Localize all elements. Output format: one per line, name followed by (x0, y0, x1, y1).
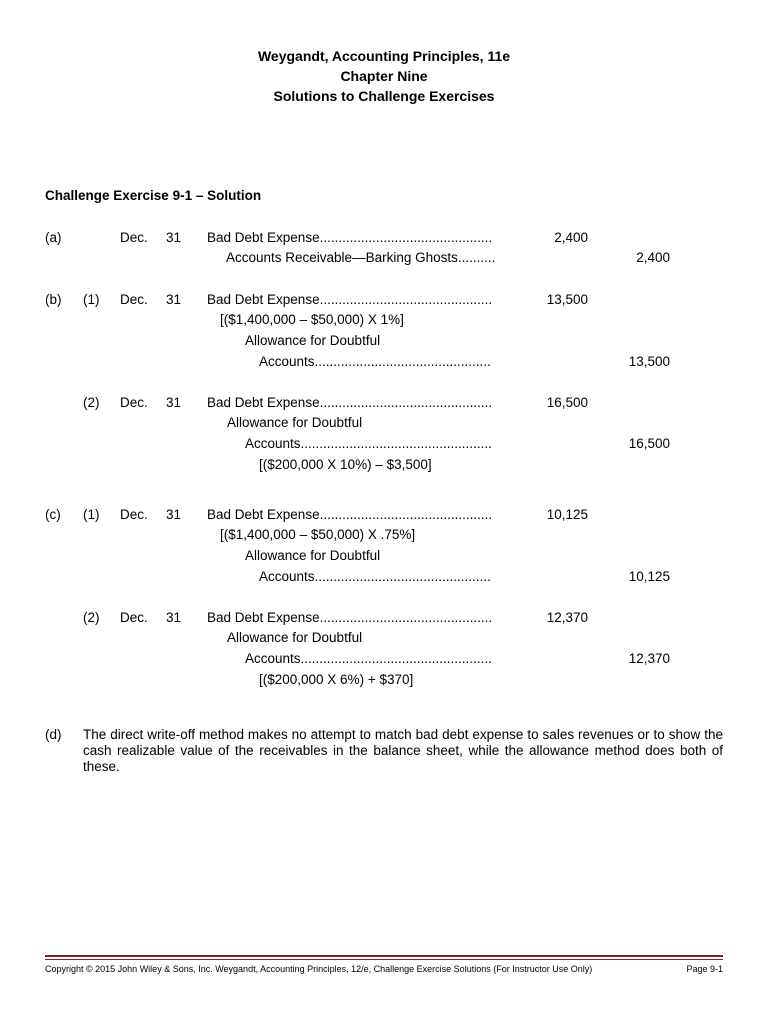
section-title: Challenge Exercise 9-1 – Solution (45, 188, 262, 203)
entry-month: Dec. (120, 395, 148, 410)
credit-amount: 12,370 (628, 651, 670, 666)
page-footer (45, 963, 723, 975)
part-label-b: (b) (45, 292, 62, 307)
credit-account-cont: Accounts............................................... (259, 569, 491, 584)
calculation: [($1,400,000 – $50,000) X .75%] (220, 527, 416, 542)
sub-label: (2) (83, 610, 100, 625)
part-label-c: (c) (45, 507, 61, 522)
credit-amount: 16,500 (628, 436, 670, 451)
debit-amount: 10,125 (546, 507, 588, 522)
sub-label: (2) (83, 395, 100, 410)
debit-account: Bad Debt Expense.............................................. (207, 610, 493, 625)
debit-account: Bad Debt Expense.............................................. (207, 507, 493, 522)
entry-day: 31 (166, 395, 182, 410)
entry-month: Dec. (120, 292, 148, 307)
entry-day: 31 (166, 610, 182, 625)
debit-account: Bad Debt Expense.............................................. (207, 230, 493, 245)
credit-amount: 2,400 (636, 250, 670, 265)
page-number: Page 9-1 (686, 964, 723, 974)
entry-day: 31 (166, 507, 182, 522)
book-title: Weygandt, Accounting Principles, 11e (257, 48, 511, 64)
credit-account: Allowance for Doubtful (227, 415, 363, 430)
entry-month: Dec. (120, 230, 148, 245)
part-label-d: (d) (45, 727, 62, 742)
chapter-title: Chapter Nine (340, 68, 428, 84)
debit-amount: 16,500 (546, 395, 588, 410)
calculation: [($200,000 X 6%) + $370] (259, 672, 414, 687)
credit-account: Allowance for Doubtful (245, 333, 381, 348)
copyright-notice: Copyright © 2015 John Wiley & Sons, Inc. Weygandt, Accounting Principles, 12/e, Challenge Exercise Solutions (For Instructor Use Only) (45, 964, 593, 974)
credit-account-cont: Accounts................................................... (245, 651, 492, 666)
credit-amount: 13,500 (628, 354, 670, 369)
credit-account: Accounts Receivable—Barking Ghosts.......... (226, 250, 496, 265)
sub-label: (1) (83, 292, 100, 307)
part-d-paragraph: The direct write-off method makes no attempt to match bad debt expense to sales revenues or to show the cash realizable value of the receivables in the balance sheet, while the allowance method does both of these. (83, 727, 723, 774)
part-label-a: (a) (45, 230, 62, 245)
sub-label: (1) (83, 507, 100, 522)
credit-account-cont: Accounts................................................... (245, 436, 492, 451)
debit-amount: 2,400 (554, 230, 588, 245)
footer-rule-thin (45, 959, 723, 960)
solutions-title: Solutions to Challenge Exercises (273, 88, 495, 104)
credit-account: Allowance for Doubtful (227, 630, 363, 645)
entry-day: 31 (166, 292, 182, 307)
debit-amount: 12,370 (546, 610, 588, 625)
entry-day: 31 (166, 230, 182, 245)
credit-account: Allowance for Doubtful (245, 548, 381, 563)
calculation: [($1,400,000 – $50,000) X 1%] (220, 312, 404, 327)
credit-account-cont: Accounts............................................... (259, 354, 491, 369)
entry-month: Dec. (120, 610, 148, 625)
calculation: [($200,000 X 10%) – $3,500] (259, 457, 432, 472)
debit-amount: 13,500 (546, 292, 588, 307)
footer-rule (45, 955, 723, 957)
credit-amount: 10,125 (628, 569, 670, 584)
debit-account: Bad Debt Expense.............................................. (207, 395, 493, 410)
document-header (0, 46, 768, 106)
entry-month: Dec. (120, 507, 148, 522)
debit-account: Bad Debt Expense.............................................. (207, 292, 493, 307)
